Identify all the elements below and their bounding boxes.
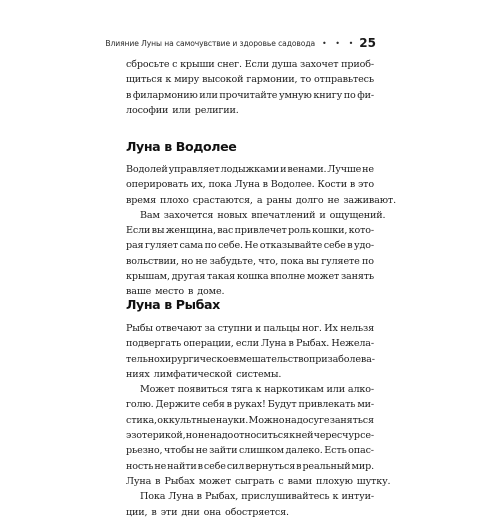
text-line: в филармонию или прочитайте умную книгу по фи-: [126, 89, 374, 101]
text-line: вольствии, но не забудьте, что, пока вы гуляете по: [126, 255, 374, 267]
text-line: время плохо срастаются, а раны долго не заживают.: [126, 194, 396, 206]
text-line: Пока Луна в Рыбах, прислушивайтесь к интуи-: [140, 491, 374, 503]
text-line: оперировать их, пока Луна в Водолее. Кости в это: [126, 179, 374, 191]
text-line: эзотерикой, но не надо относиться к ней чересчур се-: [126, 430, 374, 442]
text-line: подвергать операции, если Луна в Рыбах. Нежела-: [126, 338, 374, 350]
text-line: ции, в эти дни она обостряется.: [126, 506, 289, 518]
text-line: Вам захочется новых впечатлений и ощущений.: [140, 209, 386, 221]
running-head-dots: • • •: [322, 38, 357, 48]
text-line: ваше место в доме.: [126, 286, 225, 298]
text-line: Водолей управляет лодыжками и венами. Лучше не: [126, 164, 374, 175]
running-head: [105, 35, 376, 51]
text-line: Может появиться тяга к наркотикам или алко-: [140, 384, 374, 396]
section-pisces-text: [126, 321, 391, 520]
text-line: стика, оккультные науки. Можно на досуге заняться: [126, 414, 374, 426]
page-number: 25: [359, 36, 376, 50]
text-line: ниях лимфатической системы.: [126, 368, 282, 380]
text-line: сбросьте с крыши снег. Если душа захочет приоб-: [126, 59, 374, 70]
text-line: тельно хирургическое вмешательство при заболева-: [126, 353, 375, 365]
running-head-title: Влияние Луны на самочувствие и здоровье садовода: [105, 38, 316, 48]
text-line: крышам, другая такая кошка вполне может занять: [126, 271, 374, 283]
section-aquarius-text: [126, 162, 396, 300]
text-line: Если вы женщина, вас привлечет роль кошки, кото-: [126, 225, 374, 237]
text-line: Рыбы отвечают за ступни и пальцы ног. Их нельзя: [126, 323, 374, 334]
text-line: Луна в Рыбах может сыграть с вами плохую шутку.: [126, 475, 391, 487]
text-line: ность не найти в себе сил вернуться в реальный мир.: [126, 460, 374, 472]
section-heading-aquarius: Луна в Водолее: [126, 139, 237, 154]
section-heading-pisces: Луна в Рыбах: [126, 297, 220, 312]
text-line: рая гуляет сама по себе. Не отказывайте себе в удо-: [126, 240, 374, 252]
text-line: рьезно, чтобы не зайти слишком далеко. Есть опас-: [126, 445, 374, 457]
text-line: щиться к миру высокой гармонии, то отправьтесь: [126, 74, 374, 86]
text-line: голю. Держите себя в руках! Будут привлекать ми-: [126, 399, 374, 411]
text-line: лософии или религии.: [126, 104, 239, 116]
paragraph-intro: [126, 57, 374, 118]
